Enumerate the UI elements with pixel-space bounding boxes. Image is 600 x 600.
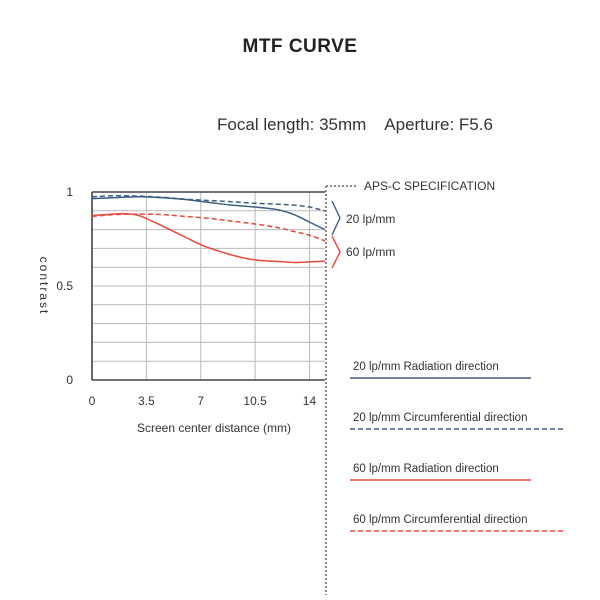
x-axis-label: Screen center distance (mm) xyxy=(136,421,292,435)
legend xyxy=(350,361,565,531)
legend-label-1: 20 lp/mm Circumferential direction xyxy=(353,412,528,424)
spec-label: APS-C SPECIFICATION xyxy=(364,179,496,193)
series-line-2 xyxy=(92,214,325,263)
y-axis-label: contrast xyxy=(37,256,51,316)
series-line-1 xyxy=(92,196,325,211)
plot-grid xyxy=(92,192,325,380)
x-tick-label: 3.5 xyxy=(138,394,155,408)
chart-subtitle: Focal length: 35mm Aperture: F5.6 xyxy=(217,115,493,134)
y-tick-label: 0.5 xyxy=(56,279,73,293)
chart-title: MTF CURVE xyxy=(242,36,358,57)
legend-label-2: 60 lp/mm Radiation direction xyxy=(353,463,499,475)
legend-label-3: 60 lp/mm Circumferential direction xyxy=(353,514,528,526)
bracket-label-60lp: 60 lp/mm xyxy=(346,245,396,259)
aps-c-spec-area xyxy=(326,179,495,595)
x-tick-label: 10.5 xyxy=(243,394,267,408)
bracket-60lp xyxy=(332,236,340,268)
y-tick-label: 1 xyxy=(66,185,73,199)
frequency-brackets xyxy=(332,201,395,268)
series-line-3 xyxy=(92,214,325,241)
x-tick-label: 0 xyxy=(88,394,96,408)
y-tick-label: 0 xyxy=(66,373,73,387)
bracket-label-20lp: 20 lp/mm xyxy=(346,212,396,226)
x-tick-label: 14 xyxy=(302,394,317,408)
legend-label-0: 20 lp/mm Radiation direction xyxy=(353,361,499,373)
bracket-20lp xyxy=(332,201,340,235)
x-tick-label: 7 xyxy=(197,394,205,408)
plot-ticks xyxy=(56,185,316,408)
